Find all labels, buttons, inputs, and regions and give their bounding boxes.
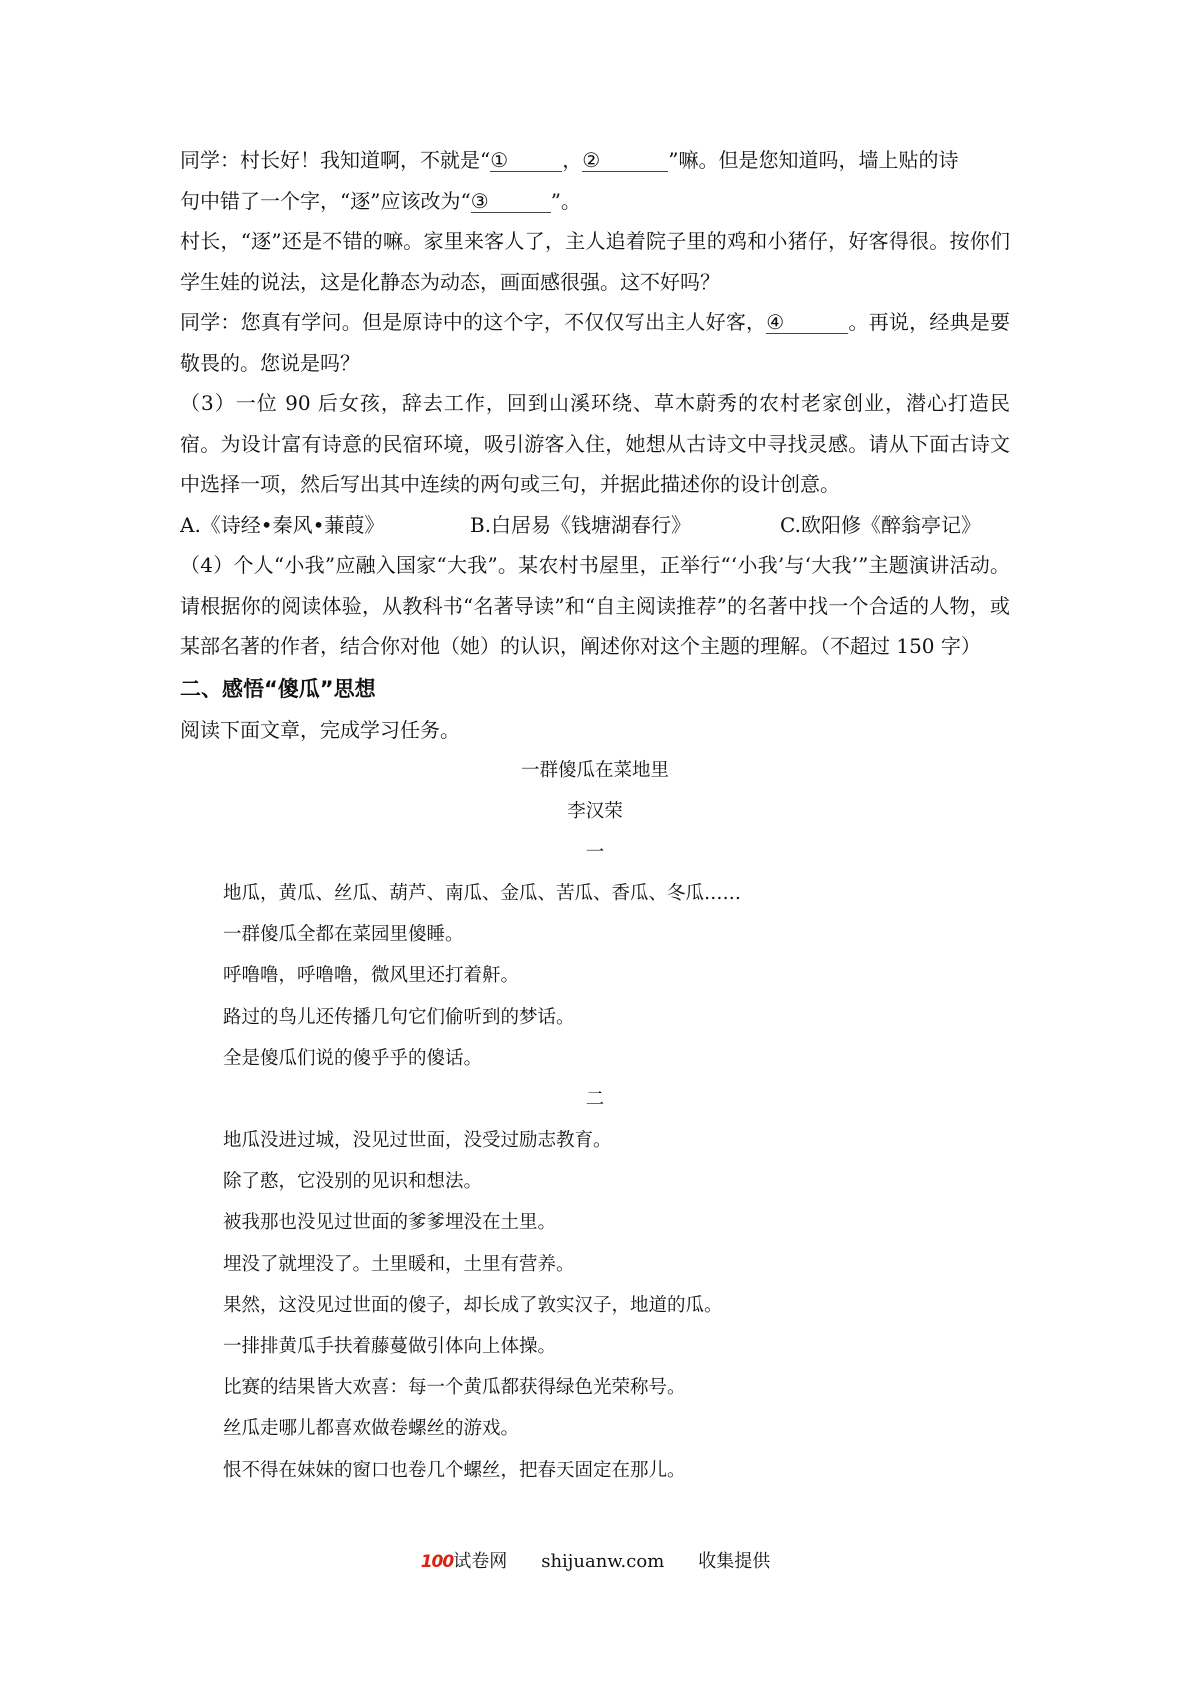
poem-part-1 (180, 873, 1010, 1079)
blank-number: ③ (470, 188, 489, 213)
section-2-instruction: 阅读下面文章，完成学习任务。 (180, 717, 460, 742)
text-run: ， (562, 148, 583, 172)
footer-note: 收集提供 (698, 1551, 771, 1572)
section-2-heading: 二、感悟“傻瓜”思想 (180, 676, 376, 701)
poem-line: 地瓜，黄瓜、丝瓜、葫芦、南瓜、金瓜、苦瓜、香瓜、冬瓜…… (223, 883, 742, 904)
poem-line: 被我那也没见过世面的爹爹埋没在土里。 (223, 1212, 557, 1234)
site-url[interactable]: shijuanw.com (541, 1551, 665, 1572)
poem-line: 路过的鸟儿还传播几句它们偷听到的梦话。 (223, 1006, 575, 1028)
poem-line: 丝瓜走哪儿都喜欢做卷螺丝的游戏。 (223, 1418, 520, 1440)
poem-line: 果然，这没见过世面的傻子，却长成了敦实汉子，地道的瓜。 (223, 1294, 723, 1316)
poem-line: 比赛的结果皆大欢喜：每一个黄瓜都获得绿色光荣称号。 (223, 1377, 686, 1399)
poem-part-2 (180, 1120, 1010, 1491)
question-3-options (180, 505, 1010, 546)
text-run: 同学：村长好！我知道啊，不就是“ (180, 148, 491, 172)
question-3: （3）一位 90 后女孩，辞去工作，回到山溪环绕、草木蔚秀的农村老家创业，潜心打造民宿。为设计富有诗意的民宿环境，吸引游客入住，她想从古诗文中寻找灵感。请从下面古诗文中选择一项，然后写出其中连续的两句或三句，并据此描述你的设计创意。 (180, 391, 1010, 496)
text-run: 句中错了一个字，“逐”应该改为“ (180, 188, 471, 213)
option-a: A.《诗经•秦风•蒹葭》 (180, 512, 385, 537)
poem-line: 恨不得在妹妹的窗口也卷几个螺丝，把春天固定在那儿。 (223, 1459, 686, 1481)
poem-line: 埋没了就埋没了。土里暖和，土里有营养。 (223, 1253, 575, 1275)
blank-number: ④ (766, 310, 785, 334)
poem-title: 一群傻瓜在菜地里 (520, 760, 669, 781)
site-name: 试卷网 (453, 1551, 508, 1572)
answer-blank-3[interactable] (471, 190, 551, 213)
dialog-student-1 (180, 140, 1010, 221)
poem-part-1-label: 一 (585, 842, 605, 863)
text-run: 。再说，经典是要敬畏的。您说是吗？ (180, 310, 1011, 375)
answer-blank-2[interactable] (582, 149, 668, 172)
text-run: ”。 (550, 188, 581, 213)
blank-number: ① (490, 148, 509, 172)
option-c: C.欧阳修《醉翁亭记》 (780, 512, 981, 537)
poem-line: 呼噜噜，呼噜噜，微风里还打着鼾。 (223, 965, 520, 987)
option-b: B.白居易《钱塘湖春行》 (470, 512, 692, 537)
text-run: 同学：您真有学问。但是原诗中的这个字，不仅仅写出主人好客， (180, 310, 767, 334)
document-content (180, 140, 1010, 1491)
page-footer (0, 1548, 1191, 1576)
poem-part-2-label: 二 (585, 1089, 605, 1111)
poem-line: 一排排黄瓜手扶着藤蔓做引体向上体操。 (223, 1336, 557, 1358)
text-run: ”嘛。但是您知道吗，墙上贴的诗 (668, 148, 959, 172)
poem-line: 除了憨，它没别的见识和想法。 (223, 1171, 483, 1193)
question-4: （4）个人“小我”应融入国家“大我”。某农村书屋里，正举行“‘小我’与‘大我’”主题演讲活动。请根据你的阅读体验，从教科书“名著导读”和“自主阅读推荐”的名著中找一个合适的人物，或某部名著的作者，结合你对他（她）的认识，阐述你对这个主题的理解。（不超过 150 字） (180, 553, 1010, 658)
blank-number: ② (582, 148, 601, 172)
site-logo: 100 (420, 1552, 454, 1572)
dialog-student-2 (180, 302, 1010, 383)
answer-blank-1[interactable] (490, 149, 562, 172)
poem-line: 地瓜没进过城，没见过世面，没受过励志教育。 (223, 1130, 612, 1152)
answer-blank-4[interactable] (766, 311, 848, 334)
poem-line: 全是傻瓜们说的傻乎乎的傻话。 (223, 1047, 483, 1069)
poem-author: 李汉荣 (567, 801, 623, 822)
poem-line: 一群傻瓜全都在菜园里傻睡。 (223, 924, 464, 946)
dialog-village-head: 村长，“逐”还是不错的嘛。家里来客人了，主人追着院子里的鸡和小猪仔，好客得很。按你们学生娃的说法，这是化静态为动态，画面感很强。这不好吗？ (180, 229, 1010, 294)
